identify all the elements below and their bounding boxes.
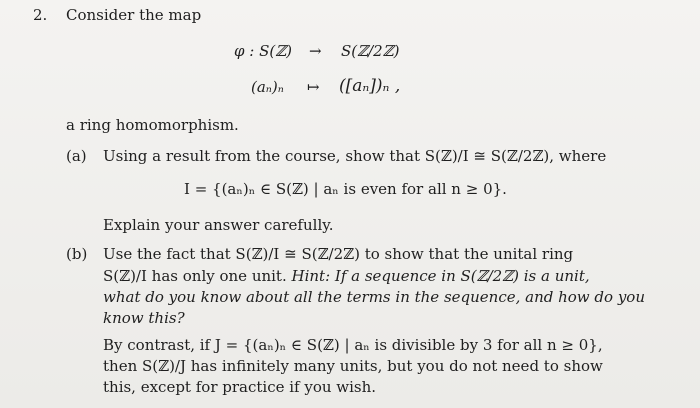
ring-hom-text: a ring homomorphism. <box>66 116 239 134</box>
problem-intro: Consider the map <box>66 6 202 24</box>
part-b-hint-line3: know this? <box>103 309 185 327</box>
part-b-hint-start: Hint: If a sequence in S(ℤ/2ℤ) is a unit, <box>291 267 590 285</box>
explain-text: Explain your answer carefully. <box>103 216 334 234</box>
part-a-text: Using a result from the course, show that S(ℤ)/I ≅ S(ℤ/2ℤ), where <box>103 147 607 165</box>
map-arrow: → <box>309 42 322 60</box>
problem-number: 2. <box>33 6 48 24</box>
maps-to-arrow: ↦ <box>307 78 320 96</box>
part-b-hint-line2: what do you know about all the terms in the sequence, and how do you <box>103 288 645 306</box>
contrast-line3: this, except for practice if you wish. <box>103 378 377 396</box>
part-a-label: (a) <box>66 147 87 165</box>
part-b-line2 <box>103 267 590 285</box>
map-image: ([aₙ])ₙ , <box>339 76 401 96</box>
map-domain: φ : S(ℤ) <box>234 42 293 60</box>
part-b-label: (b) <box>66 245 88 263</box>
ideal-definition: I = {(aₙ)ₙ ∈ S(ℤ) | aₙ is even for all n ≥ 0}. <box>184 180 507 198</box>
part-b-line1: Use the fact that S(ℤ)/I ≅ S(ℤ/2ℤ) to show that the unital ring <box>103 245 574 263</box>
map-element: (aₙ)ₙ <box>251 78 284 96</box>
map-codomain: S(ℤ/2ℤ) <box>341 42 400 60</box>
contrast-line1: By contrast, if J = {(aₙ)ₙ ∈ S(ℤ) | aₙ is divisible by 3 for all n ≥ 0}, <box>103 336 603 354</box>
part-b-claim: S(ℤ)/I has only one unit. <box>103 267 287 285</box>
contrast-line2: then S(ℤ)/J has infinitely many units, but you do not need to show <box>103 357 603 375</box>
